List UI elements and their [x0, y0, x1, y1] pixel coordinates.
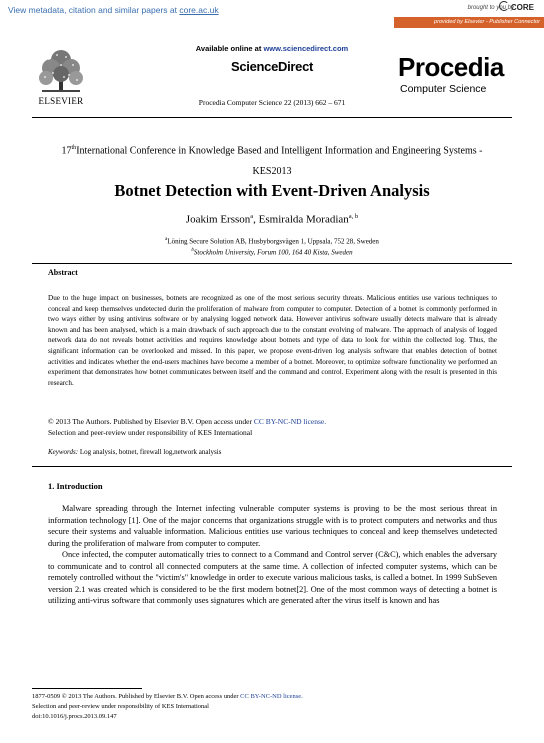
core-logo-icon: [499, 1, 509, 11]
keywords-line: [48, 448, 497, 456]
abstract-heading: Abstract: [48, 268, 78, 277]
footer-copyright: 1877-0509 © 2013 The Authors. Published by Elsevier B.V. Open access under: [32, 693, 239, 700]
footnote-rule: [32, 688, 142, 689]
abstract-body: Due to the huge impact on businesses, botnets are recognized as one of the most serious security threats. Malicious entities use various techniques to conceal and keep themselves undetected durin the proliferation of malware from computer to computer. Detection of a botnet is commonly performed in two ways either by using antivirus software or by analysing logged network data. However antivirus software usually detects malware that is already known and has been analysed, which is a main drawback of such approach due to the constant evolving of malware. The approach of analysis of logged network data do not reveals botnet activities and requires knowledge about botnets and type of data to look for within the collected log. Thus, the significant information can be overlooked and missed. In this paper, we propose event-driven log analysis software that enables detection of botnet activities and indicates whether the end-users machines have become a member of a botnet. Moreover, to optimize software functionality we performed an experiment that demonstrates how botnet communicates between itself and the command and control. Experiment along with the result is presented in this research.: [48, 294, 497, 387]
metadata-link[interactable]: [8, 5, 219, 15]
available-online-label: Available online at: [195, 44, 262, 53]
procedia-subtitle: Computer Science: [400, 83, 487, 95]
core-top-bar: [0, 0, 544, 30]
introduction-heading: 1. Introduction: [48, 481, 103, 491]
sciencedirect-url[interactable]: www.sciencedirect.com: [263, 44, 349, 53]
affiliation-a-text: Löning Secure Solution AB, Husbyborgsvägen 1, Uppsala, 752 28, Sweden: [167, 237, 379, 246]
affiliation-b: [0, 248, 544, 256]
introduction-paragraph-2: Once infected, the computer automatically tries to connect to a Command and Control server (C&C), which enables the adversary to communicate and to control all connected computers at the same time. A collection of infected computer systems, which can be remotely controlled without the "victim's" knowledge in order to execute various malicious tasks, is called a botnet. In 1999 SubSeven version 2.1 was created which is considered to be the first modern botnet[2]. One of the most common ways of detecting a botnet is utilizing anti-virus software that commonly uses signatures which are generated after the virus itself is known and has: [48, 550, 497, 605]
author-1: Joakim Ersson: [185, 213, 251, 226]
provided-by-banner[interactable]: provided by Elsevier - Publisher Connector: [394, 17, 544, 28]
author-separator: ,: [253, 213, 259, 226]
keywords-text: Log analysis, botnet, firewall log,network analysis: [79, 448, 222, 456]
header-rule: [32, 117, 512, 118]
abstract-bottom-rule: [32, 466, 512, 467]
conference-name: [20, 138, 524, 182]
footer-doi: doi:10.1016/j.procs.2013.09.147: [32, 712, 117, 720]
copyright-text: © 2013 The Authors. Published by Elsevier B.V. Open access under: [48, 417, 252, 426]
conference-line-1: International Conference in Knowledge Based and Intelligent Information and Engineering Systems -: [76, 145, 483, 157]
introduction-body: [48, 503, 497, 607]
footer-peer-review: Selection and peer-review under responsibility of KES International: [32, 702, 209, 710]
abstract-top-rule: [32, 263, 512, 264]
brought-by-label: brought to you by: [467, 5, 514, 11]
conference-line-2: KES2013: [252, 166, 292, 178]
introduction-paragraph-1: Malware spreading through the Internet infecting vulnerable computer systems is proving to be the most serious threat in information technology [1]. One of the major concerns that organizations struggle with is to protect computers and networks and thus secure their systems and valuable information. Malicious entities use various techniques to conceal and keep themselves undetected during the proliferation of malware from computer to computer.: [48, 504, 497, 548]
affiliation-b-text: Stockholm University, Forum 100, 164 40 Kista, Sweden: [193, 248, 353, 257]
conference-ordinal: th: [71, 145, 77, 151]
core-logo-text: CORE: [510, 3, 534, 12]
core-domain-link[interactable]: core.ac.uk: [179, 5, 219, 15]
author-2: Esmiralda Moradian: [258, 213, 349, 226]
sciencedirect-title: ScienceDirect: [230, 59, 314, 74]
paper-title: Botnet Detection with Event-Driven Analysis: [114, 181, 430, 200]
metadata-link-text: View metadata, citation and similar papers at: [8, 5, 177, 15]
author-2-affil-mark: a, b: [348, 213, 359, 220]
peer-review-text: Selection and peer-review under responsibility of KES International: [48, 428, 253, 437]
procedia-brand: Procedia: [398, 52, 504, 82]
footer-license-link[interactable]: CC BY-NC-ND license.: [240, 693, 303, 700]
affiliation-a: [0, 237, 544, 245]
affiliation-a-mark: a: [165, 237, 168, 242]
journal-reference: Procedia Computer Science 22 (2013) 662 – 671: [198, 98, 346, 107]
core-logo[interactable]: [499, 1, 534, 12]
author-1-affil-mark: a: [250, 213, 254, 220]
keywords-label: Keywords:: [48, 448, 79, 456]
author-list: [0, 213, 544, 226]
conference-number: 17: [61, 145, 72, 157]
affiliation-b-mark: b: [191, 248, 194, 253]
page-footer: [32, 692, 512, 721]
license-link[interactable]: CC BY-NC-ND license.: [253, 417, 327, 426]
copyright-block: [48, 416, 497, 438]
elsevier-wordmark: ELSEVIER: [38, 96, 84, 106]
